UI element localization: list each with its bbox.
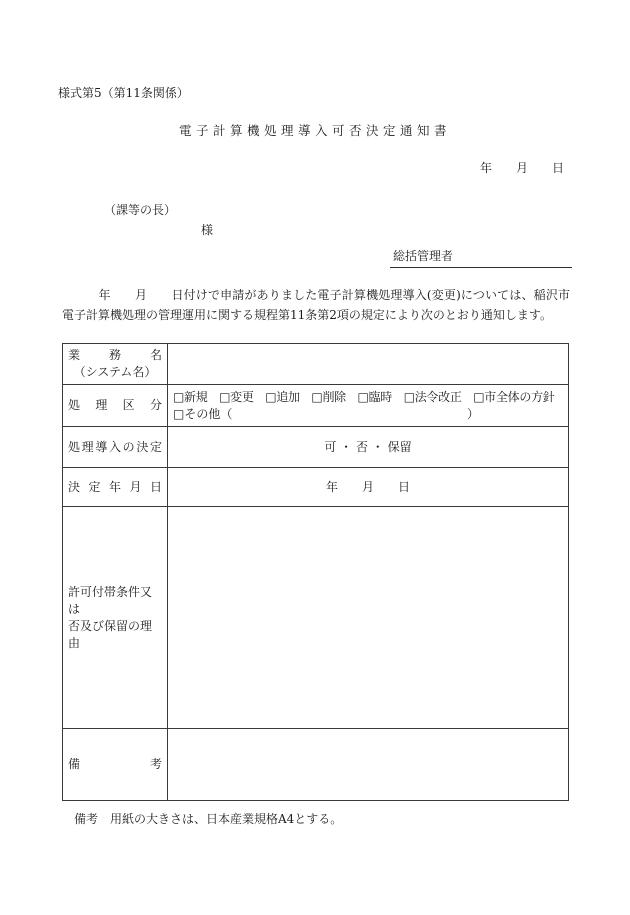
paper-size-note: 備考 用紙の大きさは、日本産業規格A4とする。 — [74, 812, 343, 826]
remarks-value-cell — [168, 729, 569, 801]
category-other-option — [173, 406, 563, 423]
decision-date-label: 決定年月日 — [68, 479, 162, 494]
signer-label: 総括管理者 — [393, 249, 454, 263]
row-remarks — [63, 729, 569, 801]
row-processing-category — [63, 385, 569, 427]
business-name-label-cell — [63, 344, 168, 385]
business-name-value-cell — [168, 344, 569, 385]
body-paragraph: 年 月 日付けで申請がありました電子計算機処理導入(変更)については、稲沢市電子計算機処理の管理運用に関する規程第11条第2項の規定により次のとおり通知します。 — [62, 288, 570, 322]
category-other-prefix: □その他（ — [173, 406, 233, 421]
processing-category-label-cell — [63, 385, 168, 427]
processing-category-value-cell — [168, 385, 569, 427]
remarks-label-cell — [63, 729, 168, 801]
decision-value-cell: 可 ・ 否 ・ 保留 — [168, 427, 569, 468]
row-decision-date — [63, 468, 569, 507]
system-name-sublabel: （システム名） — [73, 365, 157, 379]
category-other-close-paren: ） — [466, 406, 479, 421]
decision-label-cell — [63, 427, 168, 468]
conditions-label-line1: 許可付帯条件又は — [68, 584, 153, 616]
form-table — [62, 343, 569, 801]
date-line: 年 月 日 — [479, 161, 564, 175]
conditions-label-line2: 否及び保留の理由 — [68, 618, 153, 650]
decision-date-label-cell — [63, 468, 168, 507]
remarks-label: 備考 — [68, 757, 162, 771]
form-number: 様式第5（第11条関係） — [58, 86, 189, 100]
business-name-label: 業務名 — [68, 348, 162, 362]
addressee-label: （課等の長） — [104, 203, 177, 217]
decision-date-value-cell: 年 月 日 — [168, 468, 569, 507]
row-decision — [63, 427, 569, 468]
signer-signature-line — [390, 247, 572, 268]
category-checkbox-options: □新規 □変更 □追加 □削除 □臨時 □法令改正 □市全体の方針 — [173, 389, 555, 404]
document-title: 電子計算機処理導入可否決定通知書 — [178, 123, 451, 138]
conditions-value-cell — [168, 507, 569, 729]
row-conditions — [63, 507, 569, 729]
processing-category-label: 処理区分 — [68, 398, 162, 412]
decision-label: 処理導入の決定 — [68, 439, 162, 454]
conditions-label-cell — [63, 507, 168, 729]
row-business-name — [63, 344, 569, 385]
addressee-honorific: 様 — [201, 223, 214, 237]
